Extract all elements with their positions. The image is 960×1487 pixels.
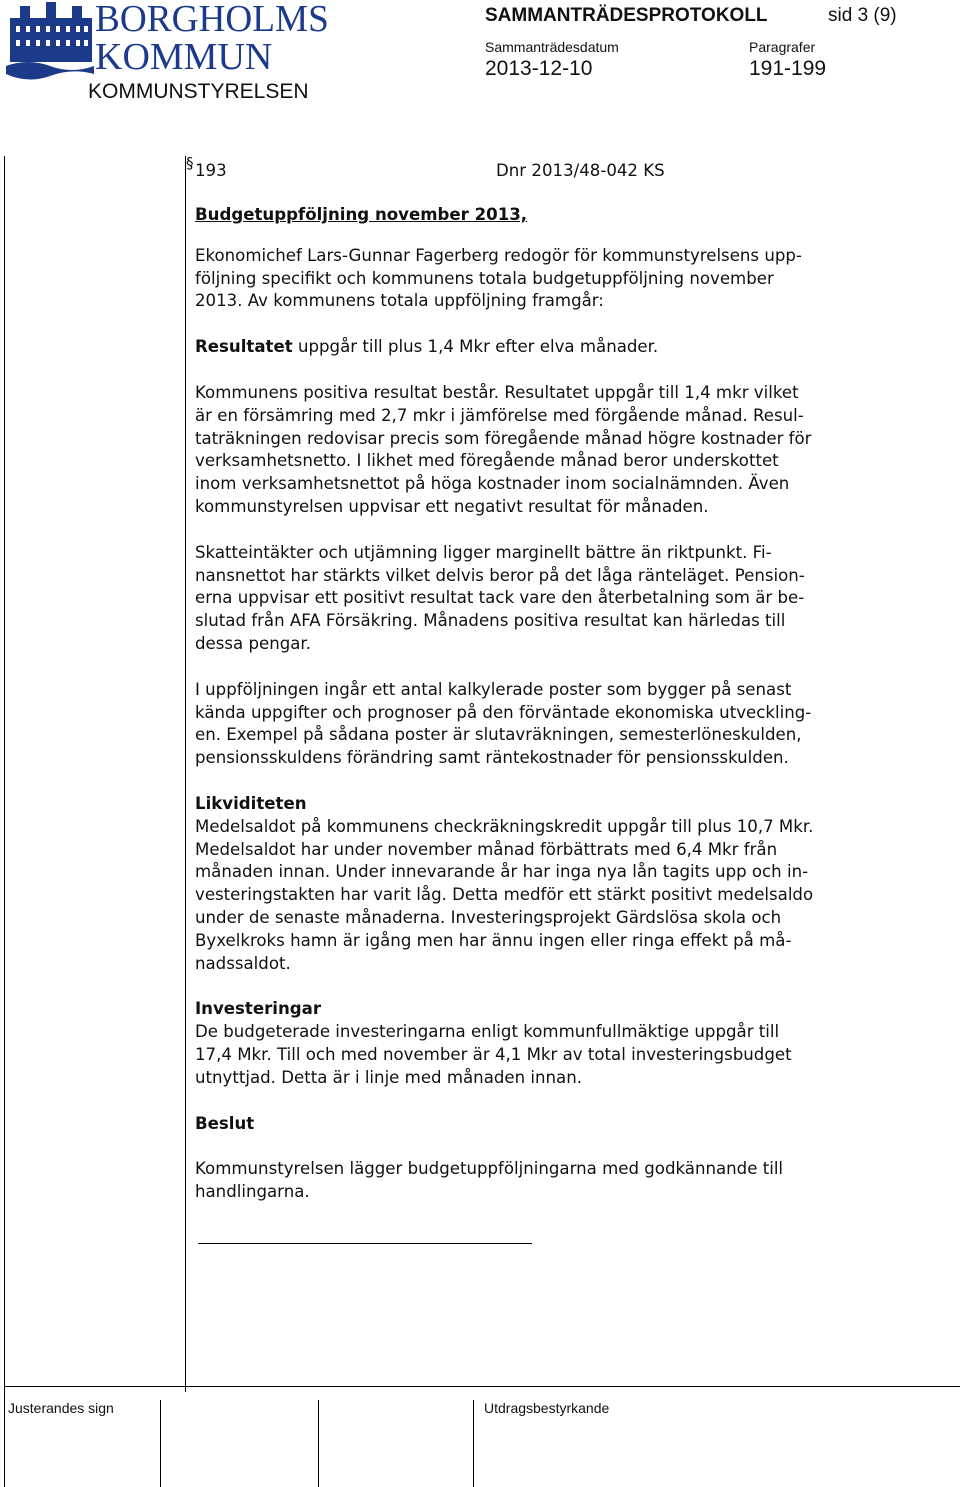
- tax-paragraph: Skatteintäkter och utjämning ligger marginellt bättre än riktpunkt. Fi- nansnettot har stärkts vilket delvis beror på det låga ränteläget. Pension- erna uppvisar ett positivt resultat tack vare den återbetalning som är be- slutad från AFA Försäkring. Månadens positiva resultat kan härledas till dessa pengar.: [195, 542, 805, 653]
- decision-heading: Beslut: [195, 1113, 255, 1133]
- meeting-date-label: Sammanträdesdatum: [485, 39, 619, 55]
- protocol-item: [186, 154, 900, 1227]
- liquidity-heading: Likviditeten: [195, 793, 307, 813]
- paragraphs-range: 191-199: [749, 57, 827, 80]
- item-header: [186, 154, 900, 184]
- intro-paragraph: Ekonomichef Lars-Gunnar Fagerberg redogör för kommunstyrelsens upp- följning specifikt och kommunens totala budgetuppföljning november 2013. Av kommunens totala uppföljning framgår:: [195, 245, 802, 311]
- liquidity-paragraph: Medelsaldot på kommunens checkräkningskredit uppgår till plus 10,7 Mkr. Medelsaldot har under november månad förbättrats med 6,4 Mkr från månaden innan. Under innevarande år har inga nya lån tagits upp och in- vesteringstakten har varit låg. Detta medför ett stärkt positivt medelsaldo under de senaste månaderna. Investeringsprojekt Gärdslösa skola och Byxelkroks hamn är igång men har ännu ingen eller ringa effekt på må- nadssaldot.: [195, 816, 814, 973]
- footer-divider: [4, 1386, 960, 1387]
- sign-box-line-2: [318, 1400, 319, 1487]
- protocol-title: SAMMANTRÄDESPROTOKOLL: [485, 5, 768, 26]
- calculated-items-paragraph: I uppföljningen ingår ett antal kalkylerade poster som bygger på senast kända uppgifter och prognoser på den förväntade ekonomiska utveckling- en. Exempel på sådana poster är slutavräkningen, semesterlöneskulden, pensionsskuldens förändring samt räntekostnader för pensionsskulden.: [195, 679, 812, 768]
- paragraphs-label: Paragrafer: [749, 39, 816, 55]
- margin-divider: [185, 156, 186, 1392]
- sign-box-line-3: [473, 1400, 474, 1487]
- paragraph-symbol: §: [186, 154, 194, 172]
- brand-name-line2: KOMMUN: [95, 36, 273, 78]
- decision-paragraph: Kommunstyrelsen lägger budgetuppföljningarna med godkännande till handlingarna.: [195, 1159, 784, 1202]
- item-title: Budgetuppföljning november 2013,: [195, 205, 528, 224]
- brand-name-line1: BORGHOLMS: [95, 0, 329, 40]
- meeting-date: 2013-12-10: [485, 57, 593, 80]
- sign-box-line-1: [160, 1400, 161, 1487]
- department-name: KOMMUNSTYRELSEN: [88, 80, 309, 103]
- positive-result-paragraph: Kommunens positiva resultat består. Resultatet uppgår till 1,4 mkr vilket är en försämring med 2,7 mkr i jämförelse med förgående månad. Resul- taträkningen redovisar precis som föregående månad högre kostnader för verksamhetsnetto. I likhet med föregående månad beror underskottet inom verksamhetsnettot på höga kostnader inom socialnämnden. Även kommunstyrelsen uppvisar ett negativt resultat för månaden.: [195, 382, 812, 516]
- diary-number: Dnr 2013/48-042 KS: [496, 161, 665, 180]
- page-indicator: sid 3 (9): [828, 5, 897, 26]
- municipal-coat-of-arms-icon: [2, 0, 97, 82]
- frame-left-border: [4, 156, 5, 1487]
- adjusters-signature-label: Justerandes sign: [8, 1400, 114, 1416]
- investments-paragraph: De budgeterade investeringarna enligt kommunfullmäktige uppgår till 17,4 Mkr. Till och med november är 4,1 Mkr av total investeringsbudget utnyttjad. Detta är i linje med månaden innan.: [195, 1022, 792, 1087]
- item-number: 193: [195, 161, 227, 180]
- result-paragraph: Resultatet uppgår till plus 1,4 Mkr efter elva månader.: [195, 337, 659, 357]
- investments-heading: Investeringar: [195, 999, 322, 1019]
- result-label: Resultatet: [195, 337, 293, 357]
- extract-certification-label: Utdragsbestyrkande: [484, 1400, 610, 1416]
- signature-line: [198, 1243, 532, 1244]
